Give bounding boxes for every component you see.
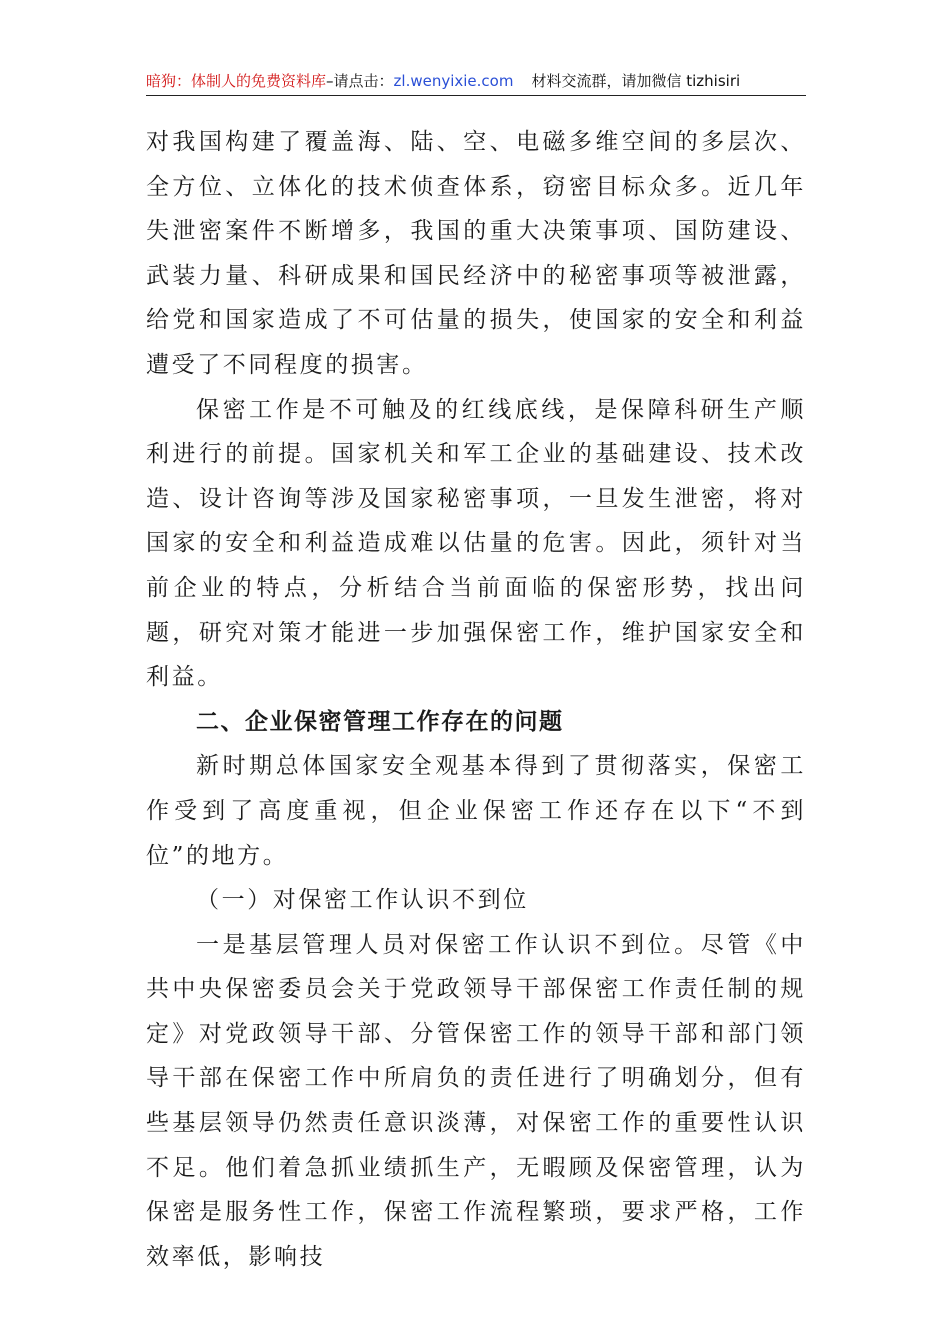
section-heading-2: 二、企业保密管理工作存在的问题 — [196, 708, 564, 735]
document-body — [146, 120, 806, 1279]
page-header — [146, 68, 806, 94]
header-divider — [146, 95, 806, 96]
header-prompt: –请点击： — [326, 72, 394, 90]
paragraph-2: 保密工作是不可触及的红线底线，是保障科研生产顺利进行的前提。国家机关和军工企业的基础建设、技术改造、设计咨询等涉及国家秘密事项，一旦发生泄密，将对国家的安全和利益造成难以估量的危害。因此，须针对当前企业的特点，分析结合当前面临的保密形势，找出问题，研究对策才能进一步加强保密工作，维护国家安全和利益。 — [146, 396, 806, 691]
paragraph-3: 新时期总体国家安全观基本得到了贯彻落实，保密工作受到了高度重视，但企业保密工作还存在以下“不到位”的地方。 — [146, 753, 806, 869]
paragraph-1: 对我国构建了覆盖海、陆、空、电磁多维空间的多层次、全方位、立体化的技术侦查体系，窃密目标众多。近几年失泄密案件不断增多，我国的重大决策事项、国防建设、武装力量、科研成果和国民经济中的秘密事项等被泄露，给党和国家造成了不可估量的损失，使国家的安全和利益遭受了不同程度的损害。 — [146, 129, 806, 378]
paragraph-4: 一是基层管理人员对保密工作认识不到位。尽管《中共中央保密委员会关于党政领导干部保密工作责任制的规定》对党政领导干部、分管保密工作的领导干部和部门领导干部在保密工作中所肩负的责任进行了明确划分，但有些基层领导仍然责任意识淡薄，对保密工作的重要性认识不足。他们着急抓业绩抓生产，无暇顾及保密管理，认为保密是服务性工作，保密工作流程繁琐，要求严格，工作效率低，影响技 — [146, 931, 806, 1270]
header-brand: 暗狗：体制人的免费资料库 — [146, 72, 327, 90]
subsection-heading-1: （一）对保密工作认识不到位 — [196, 887, 529, 914]
header-link[interactable]: zl.wenyixie.com — [393, 72, 514, 90]
header-wechat-note: 材料交流群，请加微信 tizhisiri — [531, 72, 741, 90]
